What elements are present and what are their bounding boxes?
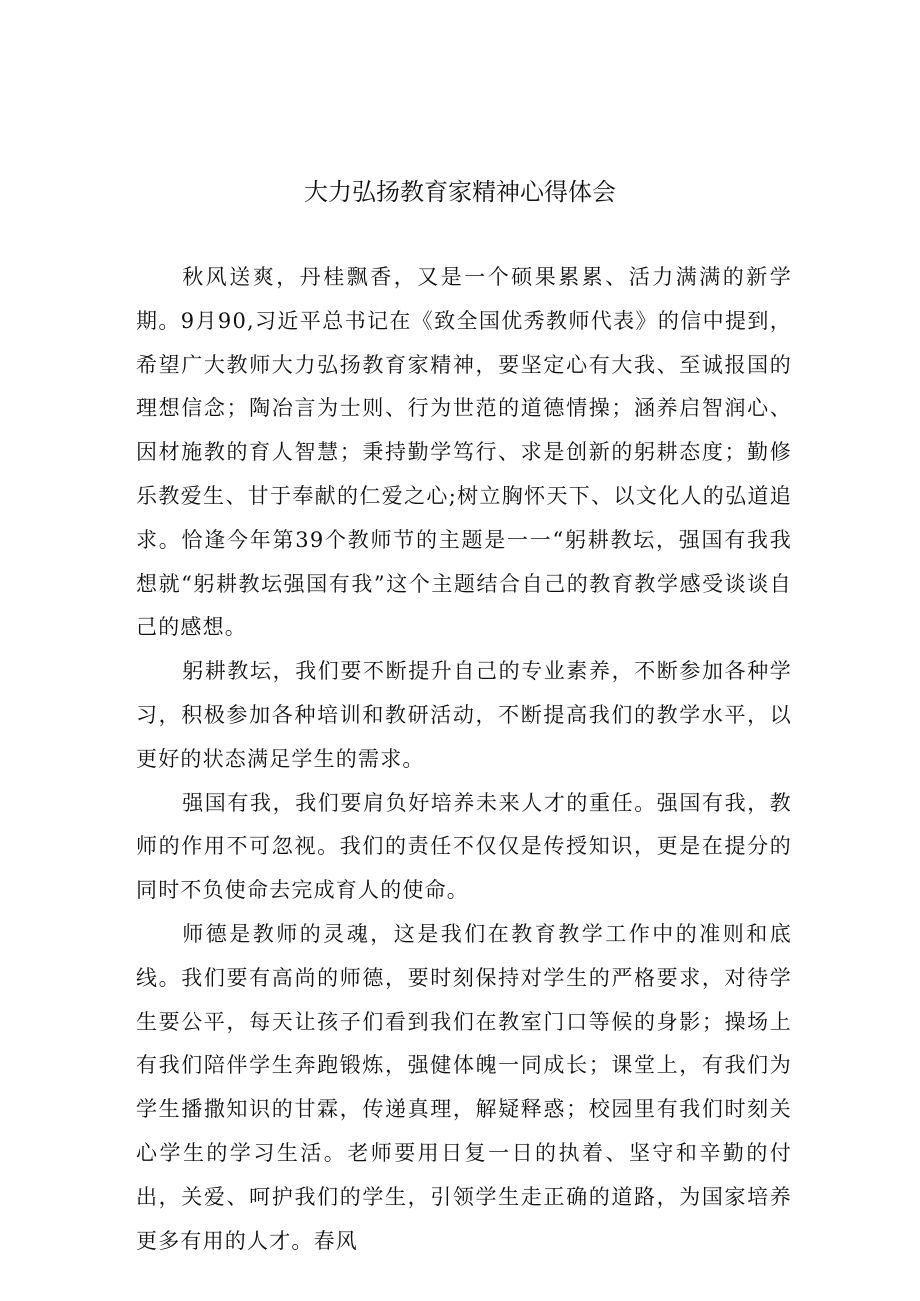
paragraph-teacher-ethics: 师德是教师的灵魂，这是我们在教育教学工作中的准则和底线。我们要有高尚的师德，要时刻保持对学生的严格要求，对待学生要公平，每天让孩子们看到我们在教室门口等候的身影；操场上有我们陪伴学生奔跑锻炼，强健体魄一同成长；课堂上，有我们为学生播撒知识的甘霖，传递真理，解疑释惑；校园里有我们时刻关心学生的学习生活。老师要用日复一日的执着、坚守和辛勤的付出，关爱、呵护我们的学生，引领学生走正确的道路，为国家培养更多有用的人才。春风 bbox=[136, 921, 792, 1253]
paragraph-intro: 秋风送爽，丹桂飘香，又是一个硕果累累、活力满满的新学期。9月90,习近平总书记在《致全国优秀教师代表》的信中提到，希望广大教师大力弘扬教育家精神，要坚定心有大我、至诚报国的理想信念；陶冶言为士则、行为世范的道德情操；涵养启智润心、因材施教的育人智慧；秉持勤学笃行、求是创新的躬耕态度；勤修乐教爱生、甘于奉献的仁爱之心;树立胸怀天下、以文化人的弘道追求。恰逢今年第39个教师节的主题是一一“躬耕教坛，强国有我我想就“躬耕教坛强国有我”这个主题结合自己的教育教学感受谈谈自己的感想。 bbox=[136, 265, 792, 640]
document-body bbox=[136, 256, 792, 1263]
paragraph-strong-nation: 强国有我，我们要肩负好培养未来人才的重任。强国有我，教师的作用不可忽视。我们的责任不仅仅是传授知识，更是在提分的同时不负使命去完成育人的使命。 bbox=[136, 790, 792, 903]
paragraph-teaching: 躬耕教坛，我们要不断提升自己的专业素养，不断参加各种学习，积极参加各种培训和教研活动，不断提高我们的教学水平，以更好的状态满足学生的需求。 bbox=[136, 659, 792, 771]
document-title: 大力弘扬教育家精神心得体会 bbox=[304, 178, 616, 206]
